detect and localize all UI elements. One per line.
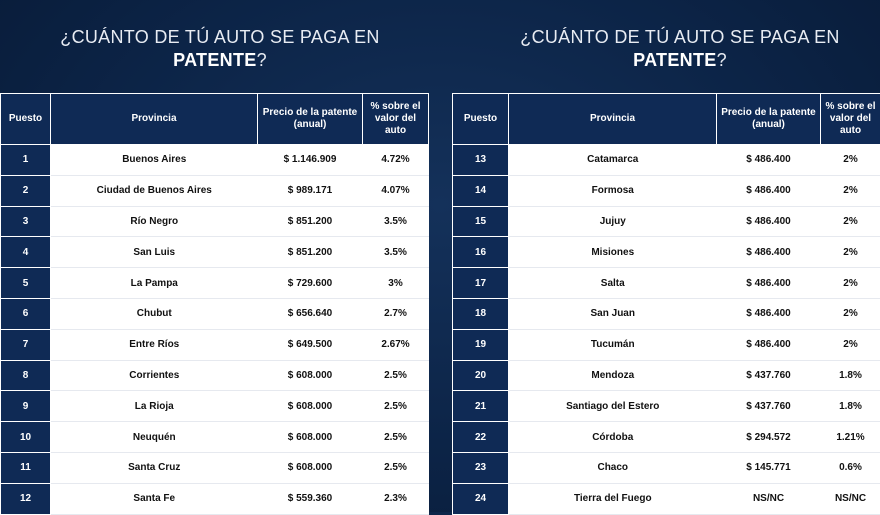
right-heading-line1: ¿CUÁNTO DE TÚ AUTO SE PAGA EN xyxy=(520,27,839,47)
left-table-body xyxy=(1,145,429,515)
rank-cell: 4 xyxy=(1,237,51,268)
price-cell: $ 608.000 xyxy=(258,391,363,422)
table-row xyxy=(453,360,880,391)
province-header: Provincia xyxy=(51,94,258,145)
percent-cell: 3% xyxy=(363,268,429,299)
left-heading-end: ? xyxy=(257,50,267,70)
province-cell: Tierra del Fuego xyxy=(509,483,717,514)
percent-cell: 2% xyxy=(821,268,880,299)
rank-cell: 16 xyxy=(453,237,509,268)
table-row xyxy=(453,329,880,360)
price-cell: $ 294.572 xyxy=(717,422,821,453)
province-cell: Salta xyxy=(509,268,717,299)
percent-cell: 0.6% xyxy=(821,452,880,483)
percent-cell: 2% xyxy=(821,206,880,237)
percent-cell: 2.5% xyxy=(363,422,429,453)
province-cell: Misiones xyxy=(509,237,717,268)
price-cell: NS/NC xyxy=(717,483,821,514)
price-cell: $ 851.200 xyxy=(258,206,363,237)
table-row xyxy=(453,452,880,483)
percent-cell: 1.8% xyxy=(821,391,880,422)
percent-cell: 2.5% xyxy=(363,452,429,483)
price-cell: $ 486.400 xyxy=(717,206,821,237)
price-cell: $ 486.400 xyxy=(717,145,821,176)
table-row xyxy=(1,175,429,206)
percent-cell: 2% xyxy=(821,175,880,206)
rank-cell: 1 xyxy=(1,145,51,176)
table-row xyxy=(453,391,880,422)
price-cell: $ 608.000 xyxy=(258,452,363,483)
left-header-row xyxy=(1,94,429,145)
percent-cell: 2.67% xyxy=(363,329,429,360)
rank-cell: 24 xyxy=(453,483,509,514)
percent-cell: 2% xyxy=(821,329,880,360)
right-header-row xyxy=(453,94,880,145)
percent-cell: 2.5% xyxy=(363,360,429,391)
province-cell: Río Negro xyxy=(51,206,258,237)
price-cell: $ 437.760 xyxy=(717,360,821,391)
province-cell: Santa Cruz xyxy=(51,452,258,483)
table-row xyxy=(1,329,429,360)
rank-header: Puesto xyxy=(453,94,509,145)
province-cell: Corrientes xyxy=(51,360,258,391)
rank-cell: 3 xyxy=(1,206,51,237)
rank-cell: 12 xyxy=(1,483,51,514)
province-cell: Chubut xyxy=(51,298,258,329)
province-cell: Chaco xyxy=(509,452,717,483)
rank-cell: 10 xyxy=(1,422,51,453)
percent-cell: 2.7% xyxy=(363,298,429,329)
rank-cell: 6 xyxy=(1,298,51,329)
province-cell: Santiago del Estero xyxy=(509,391,717,422)
left-heading-bold: PATENTE xyxy=(173,50,256,70)
percent-cell: 1.21% xyxy=(821,422,880,453)
table-row xyxy=(1,237,429,268)
rank-cell: 11 xyxy=(1,452,51,483)
rank-cell: 14 xyxy=(453,175,509,206)
province-cell: San Juan xyxy=(509,298,717,329)
rank-cell: 9 xyxy=(1,391,51,422)
table-row xyxy=(453,483,880,514)
price-cell: $ 656.640 xyxy=(258,298,363,329)
province-header: Provincia xyxy=(509,94,717,145)
province-cell: Ciudad de Buenos Aires xyxy=(51,175,258,206)
percent-cell: 2% xyxy=(821,237,880,268)
percent-cell: 3.5% xyxy=(363,206,429,237)
table-row xyxy=(1,391,429,422)
rank-cell: 2 xyxy=(1,175,51,206)
right-table-body xyxy=(453,145,880,515)
right-heading-end: ? xyxy=(717,50,727,70)
percent-cell: 2.3% xyxy=(363,483,429,514)
table-row xyxy=(1,452,429,483)
table-row xyxy=(1,206,429,237)
table-row xyxy=(453,145,880,176)
table-row xyxy=(453,268,880,299)
percent-cell: 1.8% xyxy=(821,360,880,391)
price-cell: $ 851.200 xyxy=(258,237,363,268)
province-cell: Santa Fe xyxy=(51,483,258,514)
right-heading xyxy=(500,26,860,72)
province-cell: Catamarca xyxy=(509,145,717,176)
rank-cell: 19 xyxy=(453,329,509,360)
table-row xyxy=(1,360,429,391)
table-row xyxy=(453,237,880,268)
rank-cell: 22 xyxy=(453,422,509,453)
rank-cell: 17 xyxy=(453,268,509,299)
price-cell: $ 486.400 xyxy=(717,329,821,360)
rank-header: Puesto xyxy=(1,94,51,145)
province-cell: La Pampa xyxy=(51,268,258,299)
percent-cell: 4.07% xyxy=(363,175,429,206)
province-cell: San Luis xyxy=(51,237,258,268)
rank-cell: 18 xyxy=(453,298,509,329)
rank-cell: 21 xyxy=(453,391,509,422)
price-cell: $ 559.360 xyxy=(258,483,363,514)
rank-cell: 23 xyxy=(453,452,509,483)
table-row xyxy=(453,206,880,237)
rank-cell: 5 xyxy=(1,268,51,299)
rank-cell: 15 xyxy=(453,206,509,237)
province-cell: Entre Ríos xyxy=(51,329,258,360)
rank-cell: 7 xyxy=(1,329,51,360)
price-cell: $ 649.500 xyxy=(258,329,363,360)
price-header: Precio de la patente (anual) xyxy=(258,94,363,145)
province-cell: Buenos Aires xyxy=(51,145,258,176)
table-row xyxy=(1,268,429,299)
table-row xyxy=(453,175,880,206)
price-cell: $ 608.000 xyxy=(258,360,363,391)
province-cell: Tucumán xyxy=(509,329,717,360)
table-row xyxy=(1,145,429,176)
percent-cell: NS/NC xyxy=(821,483,880,514)
province-cell: Jujuy xyxy=(509,206,717,237)
rank-cell: 8 xyxy=(1,360,51,391)
table-row xyxy=(1,483,429,514)
percent-cell: 2% xyxy=(821,298,880,329)
left-heading-line1: ¿CUÁNTO DE TÚ AUTO SE PAGA EN xyxy=(60,27,379,47)
price-cell: $ 486.400 xyxy=(717,298,821,329)
percent-header: % sobre el valor del auto xyxy=(821,94,880,145)
price-cell: $ 989.171 xyxy=(258,175,363,206)
price-cell: $ 486.400 xyxy=(717,268,821,299)
percent-cell: 4.72% xyxy=(363,145,429,176)
right-ranking-table xyxy=(452,93,880,515)
province-cell: Córdoba xyxy=(509,422,717,453)
left-ranking-table xyxy=(0,93,429,515)
percent-cell: 2% xyxy=(821,145,880,176)
province-cell: La Rioja xyxy=(51,391,258,422)
right-heading-bold: PATENTE xyxy=(633,50,716,70)
price-cell: $ 486.400 xyxy=(717,175,821,206)
percent-cell: 3.5% xyxy=(363,237,429,268)
province-cell: Mendoza xyxy=(509,360,717,391)
price-cell: $ 608.000 xyxy=(258,422,363,453)
price-cell: $ 145.771 xyxy=(717,452,821,483)
table-row xyxy=(453,422,880,453)
table-row xyxy=(1,298,429,329)
province-cell: Formosa xyxy=(509,175,717,206)
rank-cell: 13 xyxy=(453,145,509,176)
table-row xyxy=(1,422,429,453)
percent-header: % sobre el valor del auto xyxy=(363,94,429,145)
price-cell: $ 1.146.909 xyxy=(258,145,363,176)
price-cell: $ 729.600 xyxy=(258,268,363,299)
left-heading xyxy=(40,26,400,72)
price-cell: $ 486.400 xyxy=(717,237,821,268)
percent-cell: 2.5% xyxy=(363,391,429,422)
price-header: Precio de la patente (anual) xyxy=(717,94,821,145)
table-row xyxy=(453,298,880,329)
price-cell: $ 437.760 xyxy=(717,391,821,422)
province-cell: Neuquén xyxy=(51,422,258,453)
rank-cell: 20 xyxy=(453,360,509,391)
